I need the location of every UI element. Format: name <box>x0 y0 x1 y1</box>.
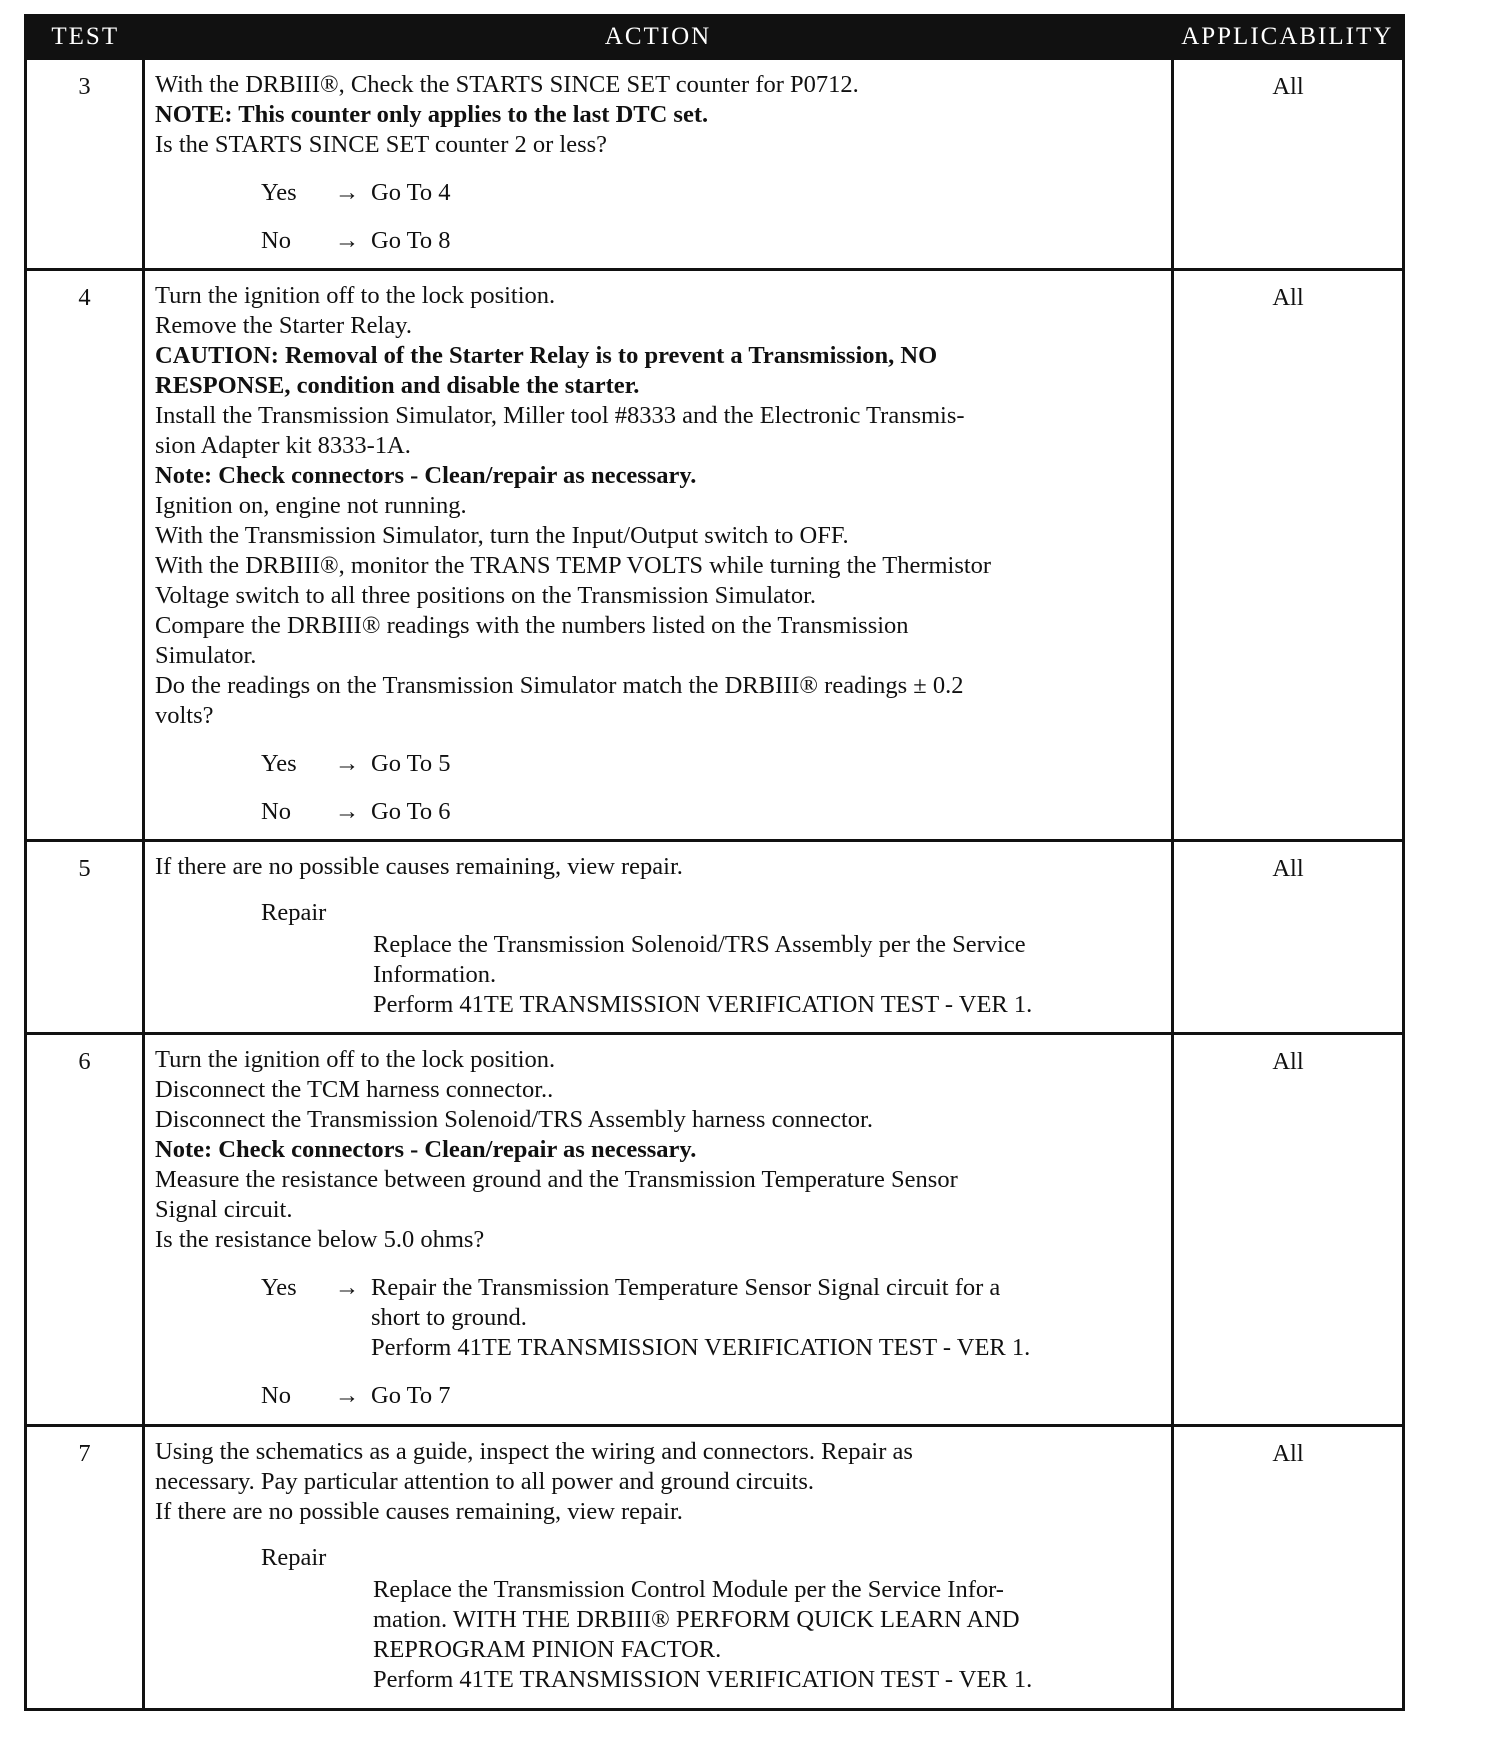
test-action <box>144 270 1173 841</box>
action-note: Note: Check connectors - Clean/repair as necessary. <box>155 462 697 489</box>
repair-line: REPROGRAM PINION FACTOR. <box>373 1636 722 1663</box>
action-caution: RESPONSE, condition and disable the starter. <box>155 372 640 399</box>
header-action: ACTION <box>144 16 1173 59</box>
repair-line: Replace the Transmission Solenoid/TRS Assembly per the Service <box>373 931 1026 958</box>
applicability: All <box>1173 841 1404 1034</box>
action-line: Voltage switch to all three positions on the Transmission Simulator. <box>155 582 817 609</box>
repair-label: Repair <box>261 1544 327 1571</box>
arrow-icon: → <box>334 1382 360 1409</box>
yes-branch <box>261 749 1161 779</box>
arrow-icon: → <box>334 227 360 254</box>
repair-line: Information. <box>373 961 497 988</box>
branch-result: Go To 4 <box>371 179 451 206</box>
repair-line: Perform 41TE TRANSMISSION VERIFICATION TEST - VER 1. <box>373 1666 1033 1693</box>
repair-line: Replace the Transmission Control Module per the Service Infor- <box>373 1576 1004 1603</box>
action-line: Using the schematics as a guide, inspect the wiring and connectors. Repair as <box>155 1438 913 1465</box>
repair-line: mation. WITH THE DRBIII® PERFORM QUICK LEARN AND <box>373 1606 1020 1633</box>
test-number: 3 <box>26 59 144 270</box>
repair-instructions <box>373 930 1161 1020</box>
action-note: Note: Check connectors - Clean/repair as necessary. <box>155 1136 697 1163</box>
action-line: Simulator. <box>155 642 257 669</box>
action-question: volts? <box>155 702 214 729</box>
action-line: With the Transmission Simulator, turn the Input/Output switch to OFF. <box>155 522 849 549</box>
action-line: Disconnect the Transmission Solenoid/TRS Assembly harness connector. <box>155 1106 873 1133</box>
action-line: necessary. Pay particular attention to all power and ground circuits. <box>155 1468 815 1495</box>
branch-result-line: short to ground. <box>371 1304 527 1331</box>
action-question: Is the STARTS SINCE SET counter 2 or less? <box>155 131 608 158</box>
action-line: Disconnect the TCM harness connector.. <box>155 1076 554 1103</box>
action-line: Signal circuit. <box>155 1196 293 1223</box>
applicability: All <box>1173 1426 1404 1710</box>
branch-answer: No <box>261 798 291 825</box>
action-note: NOTE: This counter only applies to the last DTC set. <box>155 101 709 128</box>
test-action <box>144 1034 1173 1426</box>
applicability: All <box>1173 59 1404 270</box>
arrow-icon: → <box>334 179 360 206</box>
branch-answer: Yes <box>261 1274 297 1301</box>
action-line: If there are no possible causes remaining, view repair. <box>155 1498 683 1525</box>
branch-result: Go To 7 <box>371 1382 451 1409</box>
test-action <box>144 1426 1173 1710</box>
action-caution: CAUTION: Removal of the Starter Relay is to prevent a Transmission, NO <box>155 342 938 369</box>
action-line: Measure the resistance between ground and the Transmission Temperature Sensor <box>155 1166 958 1193</box>
repair-line: Perform 41TE TRANSMISSION VERIFICATION TEST - VER 1. <box>373 991 1033 1018</box>
no-branch <box>261 797 1161 827</box>
test-row <box>26 270 1404 841</box>
diagnostic-table <box>24 14 1405 1711</box>
test-row <box>26 1426 1404 1710</box>
arrow-icon: → <box>334 750 360 777</box>
action-line: Install the Transmission Simulator, Miller tool #8333 and the Electronic Transmis- <box>155 402 965 429</box>
action-line: With the DRBIII®, monitor the TRANS TEMP VOLTS while turning the Thermistor <box>155 552 992 579</box>
no-branch <box>261 226 1161 256</box>
diagnostic-test-sheet <box>24 14 1402 1711</box>
test-number: 6 <box>26 1034 144 1426</box>
action-line: With the DRBIII®, Check the STARTS SINCE SET counter for P0712. <box>155 71 859 98</box>
action-line: Remove the Starter Relay. <box>155 312 412 339</box>
repair-label: Repair <box>261 899 327 926</box>
test-row <box>26 1034 1404 1426</box>
action-line: Compare the DRBIII® readings with the numbers listed on the Transmission <box>155 612 909 639</box>
test-row <box>26 841 1404 1034</box>
header-test: TEST <box>26 16 144 59</box>
table-header <box>26 16 1404 59</box>
branch-result: Go To 5 <box>371 750 451 777</box>
branch-answer: Yes <box>261 179 297 206</box>
action-line: Turn the ignition off to the lock position. <box>155 282 556 309</box>
action-line: Ignition on, engine not running. <box>155 492 467 519</box>
applicability: All <box>1173 1034 1404 1426</box>
yes-branch <box>261 1273 1161 1363</box>
no-branch <box>261 1381 1161 1411</box>
test-row <box>26 59 1404 270</box>
test-number: 5 <box>26 841 144 1034</box>
test-action <box>144 841 1173 1034</box>
branch-answer: No <box>261 227 291 254</box>
test-action <box>144 59 1173 270</box>
action-line: Do the readings on the Transmission Simulator match the DRBIII® readings ± 0.2 <box>155 672 964 699</box>
action-line: sion Adapter kit 8333-1A. <box>155 432 411 459</box>
action-line: Turn the ignition off to the lock position. <box>155 1046 556 1073</box>
applicability: All <box>1173 270 1404 841</box>
yes-branch <box>261 178 1161 208</box>
branch-result: Go To 6 <box>371 798 451 825</box>
repair-instructions <box>373 1575 1161 1695</box>
branch-answer: Yes <box>261 750 297 777</box>
branch-result-line: Perform 41TE TRANSMISSION VERIFICATION TEST - VER 1. <box>371 1334 1031 1361</box>
branch-result-line: Repair the Transmission Temperature Sensor Signal circuit for a <box>371 1274 1001 1301</box>
header-applicability: APPLICABILITY <box>1173 16 1404 59</box>
branch-answer: No <box>261 1382 291 1409</box>
arrow-icon: → <box>334 798 360 825</box>
branch-result: Go To 8 <box>371 227 451 254</box>
branch-result <box>371 1273 1161 1363</box>
action-line: If there are no possible causes remaining, view repair. <box>155 853 683 880</box>
action-question: Is the resistance below 5.0 ohms? <box>155 1226 485 1253</box>
test-number: 7 <box>26 1426 144 1710</box>
arrow-icon: → <box>334 1274 360 1301</box>
test-number: 4 <box>26 270 144 841</box>
